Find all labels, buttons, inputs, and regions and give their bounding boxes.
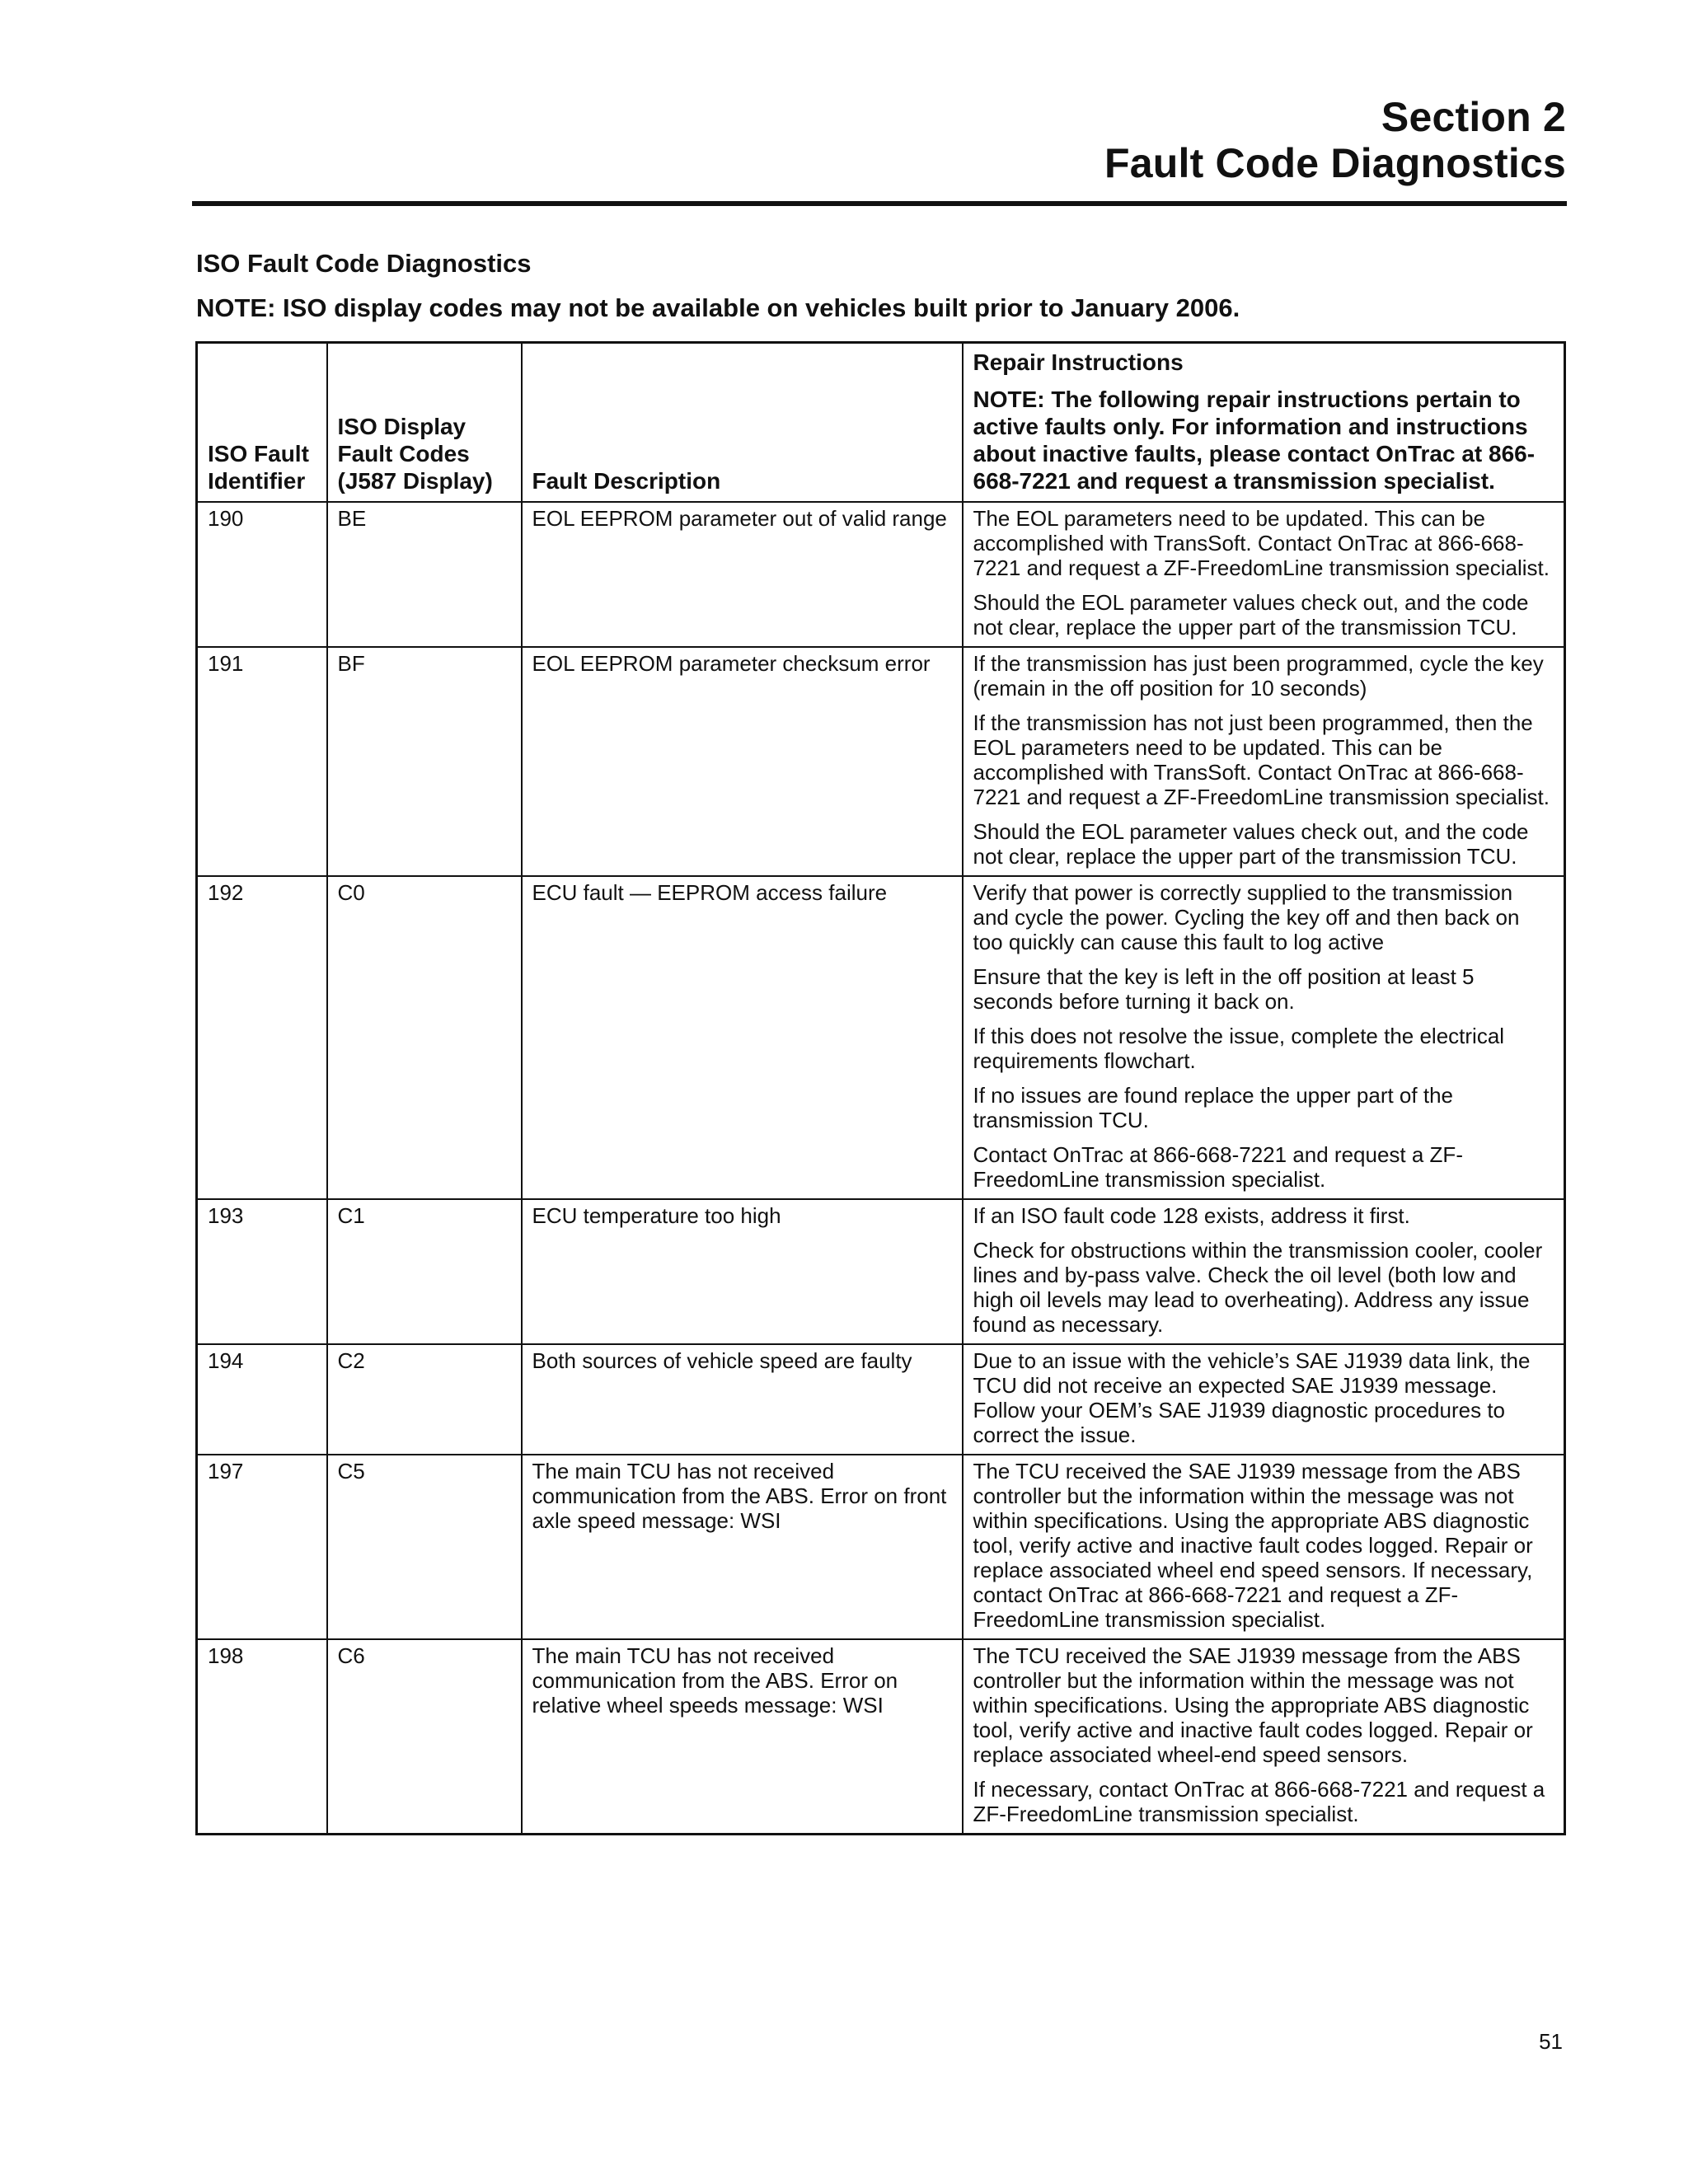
header-line: ISO Fault [208,441,309,466]
table-row [197,1199,1565,1344]
cell-iso-fault-identifier: 197 [197,1455,327,1639]
cell-iso-fault-identifier: 193 [197,1199,327,1344]
cell-fault-description: The main TCU has not received communication from the ABS. Error on front axle speed message: WSI [522,1455,963,1639]
cell-iso-fault-identifier: 198 [197,1639,327,1835]
header-fault-description: Fault Description [522,343,963,503]
page-header [1104,94,1566,186]
repair-paragraph: Check for obstructions within the transmission cooler, cooler lines and by-pass valve. Check the oil level (both low and high oil levels may lead to overheating). Address any issue found as necessary. [973,1238,1543,1337]
repair-paragraph: Should the EOL parameter values check out, and the code not clear, replace the upper part of the transmission TCU. [973,819,1529,869]
header-repair-note: NOTE: The following repair instructions pertain to active faults only. For information and instructions about inactive faults, please contact OnTrac at 866-668-7221 and request a transmission specialist. [973,387,1536,494]
repair-paragraph: If necessary, contact OnTrac at 866-668-7221 and request a ZF-FreedomLine transmission specialist. [973,1777,1545,1826]
cell-fault-description: Both sources of vehicle speed are faulty [522,1344,963,1455]
table-row [197,876,1565,1199]
header-line: ISO Display [337,414,467,439]
cell-fault-description: EOL EEPROM parameter checksum error [522,647,963,876]
cell-iso-fault-identifier: 194 [197,1344,327,1455]
repair-paragraph: The TCU received the SAE J1939 message from the ABS controller but the information within the message was not within specifications. Using the appropriate ABS diagnostic tool, verify active and inactive fault codes logged. Repair or replace associated wheel-end speed sensors. [973,1643,1533,1767]
repair-paragraph: The EOL parameters need to be updated. This can be accomplished with TransSoft. Contact OnTrac at 866-668-7221 and request a ZF-FreedomLine transmission specialist. [973,506,1550,580]
header-repair-title: Repair Instructions [973,349,1184,375]
fault-code-table [195,341,1566,1835]
table-header-row [197,343,1565,503]
cell-iso-display-code: BF [327,647,522,876]
cell-iso-display-code: C1 [327,1199,522,1344]
header-line: Fault Codes [337,441,470,466]
cell-fault-description: ECU temperature too high [522,1199,963,1344]
cell-iso-display-code: C5 [327,1455,522,1639]
table-row [197,1344,1565,1455]
cell-fault-description: EOL EEPROM parameter out of valid range [522,502,963,647]
note-line: NOTE: ISO display codes may not be available on vehicles built prior to January 2006. [196,293,1240,322]
repair-paragraph: If this does not resolve the issue, complete the electrical requirements flowchart. [973,1024,1505,1073]
repair-paragraph: Contact OnTrac at 866-668-7221 and request a ZF-FreedomLine transmission specialist. [973,1142,1463,1192]
repair-paragraph: Should the EOL parameter values check out, and the code not clear, replace the upper part of the transmission TCU. [973,590,1529,640]
header-rule [192,201,1567,206]
subsection-title: ISO Fault Code Diagnostics [196,249,532,278]
repair-paragraph: If no issues are found replace the upper part of the transmission TCU. [973,1083,1453,1132]
cell-repair-instructions [963,1639,1565,1835]
cell-iso-display-code: C2 [327,1344,522,1455]
repair-paragraph: If the transmission has just been programmed, cycle the key (remain in the off position for 10 seconds) [973,651,1544,701]
table-row [197,647,1565,876]
cell-repair-instructions [963,1199,1565,1344]
section-number: Section 2 [1381,94,1566,140]
section-title: Fault Code Diagnostics [1104,140,1566,186]
header-line: (J587 Display) [337,468,493,494]
repair-paragraph: Verify that power is correctly supplied to the transmission and cycle the power. Cycling the key off and then back on too quickly can cause this fault to log active [973,880,1520,954]
repair-paragraph: The TCU received the SAE J1939 message from the ABS controller but the information within the message was not within specifications. Using the appropriate ABS diagnostic tool, verify active and inactive fault codes logged. Repair or replace associated wheel end speed sensors. If necessary, contact OnTrac at 866-668-7221 and request a ZF-FreedomLine transmission specialist. [973,1459,1533,1632]
cell-iso-display-code: C6 [327,1639,522,1835]
page-number: 51 [1539,2029,1563,2054]
cell-repair-instructions [963,502,1565,647]
cell-fault-description: The main TCU has not received communication from the ABS. Error on relative wheel speeds message: WSI [522,1639,963,1835]
repair-paragraph: Ensure that the key is left in the off position at least 5 seconds before turning it back on. [973,964,1475,1014]
cell-repair-instructions [963,647,1565,876]
table-row [197,1639,1565,1835]
cell-repair-instructions [963,876,1565,1199]
cell-fault-description: ECU fault — EEPROM access failure [522,876,963,1199]
cell-repair-instructions [963,1344,1565,1455]
header-line: Identifier [208,468,306,494]
cell-iso-fault-identifier: 191 [197,647,327,876]
repair-paragraph: If an ISO fault code 128 exists, address it first. [973,1203,1410,1228]
header-iso-display-codes [327,343,522,503]
cell-iso-fault-identifier: 192 [197,876,327,1199]
repair-paragraph: Due to an issue with the vehicle’s SAE J1939 data link, the TCU did not receive an expected SAE J1939 message. Follow your OEM’s SAE J1939 diagnostic procedures to correct the issue. [973,1348,1531,1447]
cell-repair-instructions [963,1455,1565,1639]
header-iso-fault-identifier [197,343,327,503]
cell-iso-display-code: C0 [327,876,522,1199]
table-row [197,1455,1565,1639]
cell-iso-fault-identifier: 190 [197,502,327,647]
repair-paragraph: If the transmission has not just been programmed, then the EOL parameters need to be updated. This can be accomplished with TransSoft. Contact OnTrac at 866-668-7221 and request a ZF-FreedomLine transmission specialist. [973,710,1550,809]
cell-iso-display-code: BE [327,502,522,647]
header-repair-instructions [963,343,1565,503]
table-row [197,502,1565,647]
